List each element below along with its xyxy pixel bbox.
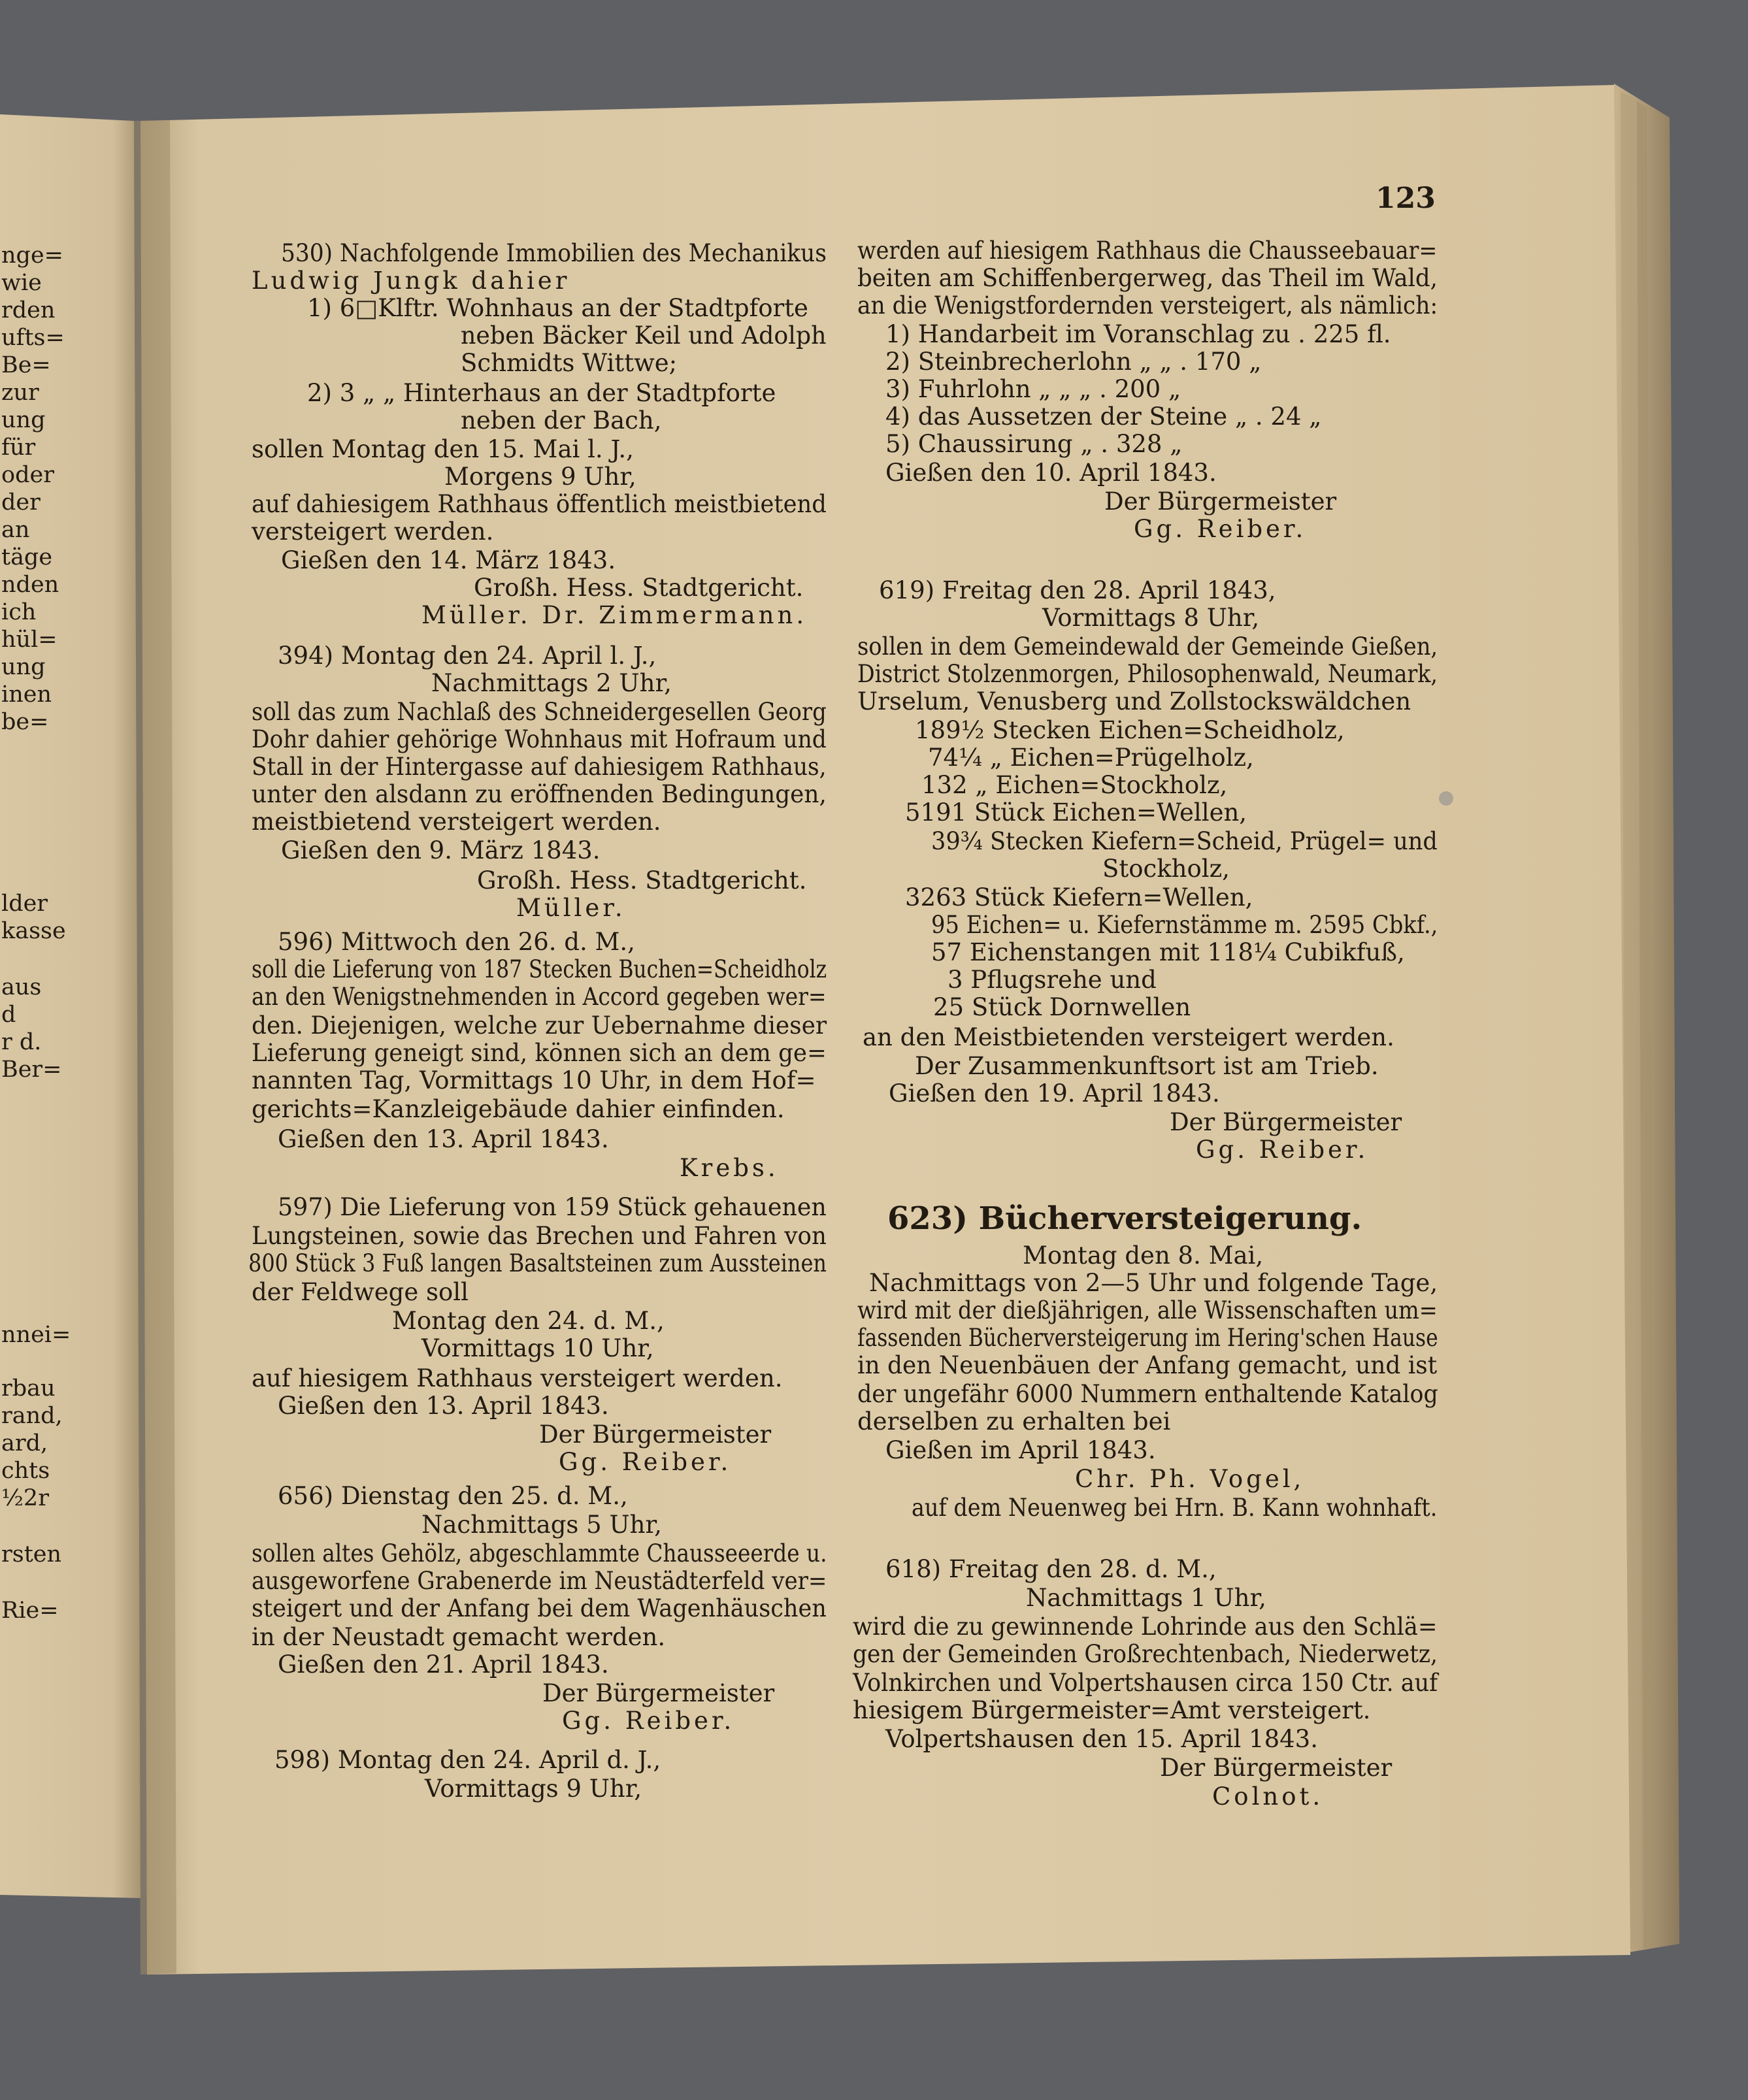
margin-fragment: ung xyxy=(1,654,46,680)
text-line: Müller. xyxy=(516,894,626,922)
text-line: 3) Fuhrlohn „ „ „ . 200 „ xyxy=(885,375,1181,403)
text-line: Morgens 9 Uhr, xyxy=(444,463,636,491)
text-line: gen der Gemeinden Großrechtenbach, Niederwetz, xyxy=(853,1640,1438,1668)
text-line: Vormittags 8 Uhr, xyxy=(1042,604,1260,632)
text-line: 3263 Stück Kiefern=Wellen, xyxy=(905,883,1253,911)
text-line: District Stolzenmorgen, Philosophenwald, Neumark, xyxy=(857,660,1438,688)
margin-fragment: oder xyxy=(1,462,54,488)
text-line: Nachmittags von 2—5 Uhr und folgende Tage, xyxy=(869,1269,1438,1297)
text-line: an den Meistbietenden versteigert werden. xyxy=(863,1023,1394,1051)
text-line: 189½ Stecken Eichen=Scheidholz, xyxy=(915,716,1345,744)
text-line: versteigert werden. xyxy=(252,517,494,546)
text-line: der ungefähr 6000 Nummern enthaltende Katalog xyxy=(857,1380,1438,1408)
margin-fragment: Rie= xyxy=(1,1598,59,1624)
margin-fragment: ung xyxy=(1,407,46,433)
text-line: Gießen im April 1843. xyxy=(885,1436,1156,1464)
margin-fragment: ½2r xyxy=(1,1485,49,1511)
text-line: Der Bürgermeister xyxy=(1160,1754,1393,1782)
text-line: fassenden Bücherversteigerung im Hering'schen Hause xyxy=(857,1324,1438,1352)
text-line: Gießen den 21. April 1843. xyxy=(278,1650,609,1679)
text-line: 2) Steinbrecherlohn „ „ . 170 „ xyxy=(885,348,1262,376)
text-line: Gießen den 9. März 1843. xyxy=(281,836,601,864)
margin-fragment: nge= xyxy=(1,242,63,269)
text-line: 1) Handarbeit im Voranschlag zu . 225 fl. xyxy=(885,320,1391,348)
text-line: 656) Dienstag den 25. d. M., xyxy=(278,1482,628,1510)
text-line: Der Bürgermeister xyxy=(539,1420,772,1449)
text-line: auf dem Neuenweg bei Hrn. B. Kann wohnhaft. xyxy=(912,1494,1438,1522)
text-line: 39¾ Stecken Kiefern=Scheid, Prügel= und xyxy=(931,827,1438,855)
text-line: in der Neustadt gemacht werden. xyxy=(252,1623,666,1651)
text-line: 1) 6□Klftr. Wohnhaus an der Stadtpforte xyxy=(307,294,808,322)
text-line: Colnot. xyxy=(1212,1782,1324,1811)
text-line: nannten Tag, Vormittags 10 Uhr, in dem Hof= xyxy=(252,1066,816,1094)
text-line: Gießen den 14. März 1843. xyxy=(281,546,616,574)
text-line: 618) Freitag den 28. d. M., xyxy=(885,1555,1217,1583)
text-line: Gg. Reiber. xyxy=(562,1707,735,1735)
margin-fragment: nden xyxy=(1,572,59,598)
margin-fragment: aus xyxy=(1,974,42,1000)
margin-fragment: lder xyxy=(1,891,48,917)
text-line: wird die zu gewinnende Lohrinde aus den Schlä= xyxy=(853,1613,1438,1641)
text-line: Krebs. xyxy=(680,1154,779,1182)
text-line: Nachmittags 1 Uhr, xyxy=(1026,1584,1266,1612)
margin-fragment: für xyxy=(1,435,36,461)
text-line: derselben zu erhalten bei xyxy=(857,1407,1171,1436)
margin-fragment: chts xyxy=(1,1458,50,1484)
text-line: Volnkirchen und Volpertshausen circa 150 Ctr. auf xyxy=(853,1669,1438,1697)
text-line: in den Neuenbäuen der Anfang gemacht, und ist xyxy=(857,1351,1438,1379)
margin-fragment: nnei= xyxy=(1,1322,71,1348)
text-line: unter den alsdann zu eröffnenden Bedingungen, xyxy=(252,780,827,808)
text-line: 800 Stück 3 Fuß langen Basaltsteinen zum Aussteinen xyxy=(248,1249,827,1277)
margin-fragment: ich xyxy=(1,599,37,625)
text-line: den. Diejenigen, welche zur Uebernahme dieser xyxy=(252,1011,827,1040)
text-line: 57 Eichenstangen mit 118¼ Cubikfuß, xyxy=(931,938,1405,966)
text-line: Gg. Reiber. xyxy=(1196,1136,1369,1164)
text-line: neben Bäcker Keil und Adolph xyxy=(461,321,827,350)
text-line: 596) Mittwoch den 26. d. M., xyxy=(278,928,635,956)
text-line: Chr. Ph. Vogel, xyxy=(1075,1465,1305,1493)
text-line: Großh. Hess. Stadtgericht. xyxy=(474,574,804,602)
text-line: soll das zum Nachlaß des Schneidergesellen Georg xyxy=(252,698,827,726)
margin-fragment: be= xyxy=(1,709,49,735)
margin-fragment: ufts= xyxy=(1,325,65,351)
margin-fragment: wie xyxy=(1,270,42,296)
page-number: 123 xyxy=(1376,182,1436,215)
text-line: Lieferung geneigt sind, können sich an dem ge= xyxy=(252,1039,827,1067)
text-line: Montag den 24. d. M., xyxy=(392,1307,665,1335)
margin-fragment: rbau xyxy=(1,1375,56,1402)
text-line: sollen in dem Gemeindewald der Gemeinde Gießen, xyxy=(857,632,1438,661)
margin-fragment: r d. xyxy=(1,1029,42,1055)
margin-fragment: d xyxy=(1,1002,16,1028)
text-line: steigert und der Anfang bei dem Wagenhäuschen xyxy=(252,1594,827,1622)
text-line: Stall in der Hintergasse auf dahiesigem Rathhaus, xyxy=(252,753,827,781)
margin-fragment: Be= xyxy=(1,352,51,378)
text-line: 3 Pflugsrehe und xyxy=(948,966,1157,994)
text-line: 5191 Stück Eichen=Wellen, xyxy=(905,798,1247,827)
text-line: an den Wenigstnehmenden in Accord gegeben wer= xyxy=(252,983,827,1011)
text-line: Stockholz, xyxy=(1102,855,1230,883)
margin-fragment: zur xyxy=(1,380,39,406)
heading-buecherversteigerung: 623) Bücherversteigerung. xyxy=(887,1200,1362,1237)
text-line: Gießen den 19. April 1843. xyxy=(889,1079,1220,1107)
margin-fragment: rand, xyxy=(1,1403,63,1429)
text-line: Gg. Reiber. xyxy=(559,1448,732,1476)
margin-fragment: täge xyxy=(1,544,53,570)
text-line: 530) Nachfolgende Immobilien des Mechanikus xyxy=(281,239,827,267)
text-line: werden auf hiesigem Rathhaus die Chausseebauar= xyxy=(857,237,1438,265)
text-line: 619) Freitag den 28. April 1843, xyxy=(879,576,1276,604)
margin-fragment: rden xyxy=(1,297,56,323)
text-line: Nachmittags 5 Uhr, xyxy=(421,1511,662,1539)
text-line: sollen Montag den 15. Mai l. J., xyxy=(252,435,634,463)
margin-fragment: kasse xyxy=(1,918,66,944)
margin-fragment: ard, xyxy=(1,1430,48,1456)
text-line: Nachmittags 2 Uhr, xyxy=(431,669,672,697)
text-line: Dohr dahier gehörige Wohnhaus mit Hofraum und xyxy=(252,725,827,753)
text-line: ausgeworfene Grabenerde im Neustädterfeld ver= xyxy=(252,1567,827,1595)
text-line: Vormittags 9 Uhr, xyxy=(425,1775,642,1803)
text-line: sollen altes Gehölz, abgeschlammte Chausseeerde u. xyxy=(252,1539,827,1567)
text-line: 132 „ Eichen=Stockholz, xyxy=(921,771,1228,799)
text-line: Gießen den 13. April 1843. xyxy=(278,1392,609,1420)
text-line: 74¼ „ Eichen=Prügelholz, xyxy=(928,744,1254,772)
text-line: wird mit der dießjährigen, alle Wissenschaften um= xyxy=(857,1296,1438,1324)
text-line: Gg. Reiber. xyxy=(1134,515,1307,543)
text-line: Volpertshausen den 15. April 1843. xyxy=(885,1725,1318,1753)
text-line: Vormittags 10 Uhr, xyxy=(421,1334,654,1362)
text-line: auf hiesigem Rathhaus versteigert werden. xyxy=(252,1364,783,1392)
margin-fragment: an xyxy=(1,517,30,543)
text-line: Schmidts Wittwe; xyxy=(461,349,678,377)
text-line: Der Bürgermeister xyxy=(1104,487,1337,516)
text-line: Der Bürgermeister xyxy=(1170,1108,1402,1136)
text-line: Montag den 8. Mai, xyxy=(1023,1241,1264,1270)
text-line: Lungsteinen, sowie das Brechen und Fahren von xyxy=(252,1222,827,1250)
margin-fragment: inen xyxy=(1,681,52,708)
margin-fragment: Ber= xyxy=(1,1057,62,1083)
text-line: Großh. Hess. Stadtgericht. xyxy=(477,866,807,894)
text-line: 5) Chaussirung „ . 328 „ xyxy=(885,430,1183,458)
text-line: Gießen den 13. April 1843. xyxy=(278,1125,609,1153)
text-line: 2) 3 „ „ Hinterhaus an der Stadtpforte xyxy=(307,379,776,407)
text-line: 394) Montag den 24. April l. J., xyxy=(278,642,657,670)
text-line: 4) das Aussetzen der Steine „ . 24 „ xyxy=(885,402,1322,431)
text-line: soll die Lieferung von 187 Stecken Buchen=Scheidholz xyxy=(252,955,827,983)
text-line: der Feldwege soll xyxy=(252,1278,469,1306)
text-line: neben der Bach, xyxy=(461,406,662,435)
text-line: hiesigem Bürgermeister=Amt versteigert. xyxy=(853,1696,1371,1724)
margin-fragment: hül= xyxy=(1,627,58,653)
text-line: auf dahiesigem Rathhaus öffentlich meistbietend xyxy=(252,490,827,518)
text-line: Der Bürgermeister xyxy=(542,1679,775,1707)
text-line: 95 Eichen= u. Kiefernstämme m. 2595 Cbkf., xyxy=(931,911,1438,939)
margin-fragment: rsten xyxy=(1,1541,62,1567)
text-line: Urselum, Venusberg und Zollstockswäldchen xyxy=(857,687,1411,715)
text-line: meistbietend versteigert werden. xyxy=(252,808,661,836)
text-line: Gießen den 10. April 1843. xyxy=(885,459,1217,487)
text-line: Ludwig Jungk dahier xyxy=(252,267,570,295)
text-line: 25 Stück Dornwellen xyxy=(933,993,1191,1021)
text-line: 598) Montag den 24. April d. J., xyxy=(274,1746,661,1774)
text-line: gerichts=Kanzleigebäude dahier einfinden. xyxy=(252,1095,785,1123)
text-line: an die Wenigstfordernden versteigert, als nämlich: xyxy=(857,291,1438,320)
text-line: Müller. Dr. Zimmermann. xyxy=(421,601,808,629)
text-line: 597) Die Lieferung von 159 Stück gehauenen xyxy=(278,1193,827,1221)
text-line: beiten am Schiffenbergerweg, das Theil im Wald, xyxy=(857,264,1438,292)
text-line: Der Zusammenkunftsort ist am Trieb. xyxy=(915,1052,1379,1080)
margin-fragment: der xyxy=(1,489,41,516)
